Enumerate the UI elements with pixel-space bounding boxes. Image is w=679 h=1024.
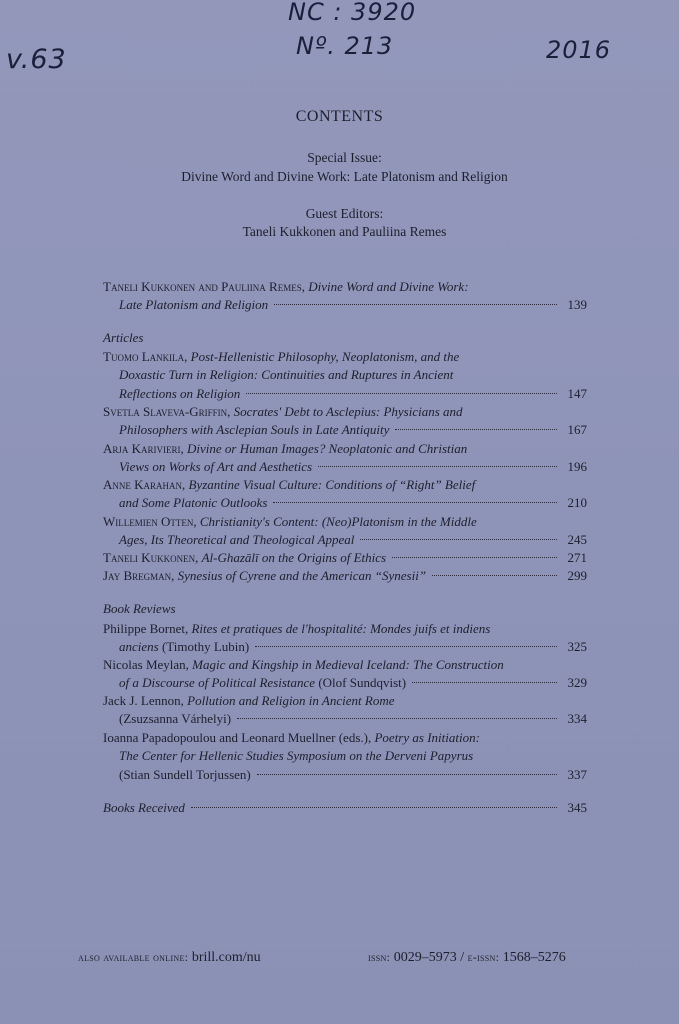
review-book-author: Philippe Bornet,	[103, 621, 189, 636]
guest-editors-label: Guest Editors:	[305, 206, 384, 221]
review-book-author: Nicolas Meylan,	[103, 657, 189, 672]
entry-title: Late Platonism and Religion	[119, 297, 269, 312]
articles-section-label: Articles	[103, 330, 144, 345]
dot-leader	[237, 718, 557, 719]
eissn-value: 1568–5276	[502, 950, 566, 965]
reviewer: (Zsuzsanna Várhelyi)	[119, 711, 232, 726]
page-number: 245	[567, 532, 587, 547]
entry-title: Philosophers with Asclepian Souls in Late Antiquity	[119, 422, 390, 437]
entry-title: Divine or Human Images? Neoplatonic and Christian	[187, 441, 468, 456]
entry-title: Ages, Its Theoretical and Theological Appeal	[119, 532, 355, 547]
dot-leader	[360, 539, 557, 540]
reviewer: (Olof Sundqvist)	[318, 675, 407, 690]
page-number: 147	[567, 386, 587, 401]
entry-title: and Some Platonic Outlooks	[119, 495, 268, 510]
entry-title: Doxastic Turn in Religion: Continuities and Ruptures in Ancient	[119, 367, 454, 382]
dot-leader	[395, 429, 557, 430]
handwritten-volume: v.63	[6, 44, 67, 75]
issn-label: issn:	[368, 950, 391, 964]
page-number: 139	[567, 297, 587, 312]
review-book-title: Rites et pratiques de l'hospitalité: Mondes juifs et indiens	[191, 621, 491, 636]
contents-heading: CONTENTS	[295, 108, 384, 125]
page-number: 334	[567, 711, 587, 726]
review-book-title: Pollution and Religion in Ancient Rome	[187, 693, 395, 708]
review-book-title: anciens	[119, 639, 159, 654]
entry-authors: Arja Karivieri,	[103, 441, 184, 456]
dot-leader	[274, 304, 557, 305]
eissn-label: e-issn:	[467, 950, 500, 964]
page-number: 337	[567, 767, 587, 782]
page-number: 345	[567, 800, 587, 815]
entry-authors: Jay Bregman,	[103, 568, 175, 583]
dot-leader	[255, 646, 557, 647]
books-received-label: Books Received	[103, 800, 185, 815]
entry-authors: Taneli Kukkonen and Pauliina Remes,	[103, 279, 305, 294]
entry-authors: Anne Karahan,	[103, 477, 186, 492]
handwritten-call-number: NC : 3920	[288, 0, 417, 26]
page-number: 299	[567, 568, 587, 583]
dot-leader	[273, 502, 557, 503]
page-number: 329	[567, 675, 587, 690]
review-book-title: Poetry as Initiation:	[374, 730, 480, 745]
review-book-author: Jack J. Lennon,	[103, 693, 184, 708]
page-number: 196	[567, 459, 587, 474]
entry-authors: Svetla Slaveva-Griffin,	[103, 404, 231, 419]
reviewer: (Stian Sundell Torjussen)	[119, 767, 251, 782]
entry-authors: Tuomo Lankila,	[103, 349, 188, 364]
online-label: also available online:	[78, 950, 189, 964]
entry-authors: Willemien Otten,	[103, 514, 197, 529]
guest-editors-names: Taneli Kukkonen and Pauliina Remes	[242, 224, 447, 239]
review-book-author: Ioanna Papadopoulou and Leonard Muellner (eds.),	[103, 730, 372, 745]
entry-title: Divine Word and Divine Work:	[308, 279, 469, 294]
entry-title: Socrates' Debt to Asclepius: Physicians and	[233, 404, 463, 419]
dot-leader	[246, 393, 557, 394]
dot-leader	[257, 774, 557, 775]
special-issue-title: Divine Word and Divine Work: Late Platonism and Religion	[181, 169, 508, 184]
dot-leader	[432, 575, 557, 576]
dot-leader	[191, 807, 557, 808]
entry-title: Synesius of Cyrene and the American “Synesii”	[177, 568, 427, 583]
page-number: 271	[567, 550, 587, 565]
book-reviews-section-label: Book Reviews	[103, 601, 176, 616]
dot-leader	[318, 466, 557, 467]
page-number: 210	[567, 495, 587, 510]
entry-authors: Taneli Kukkonen,	[103, 550, 199, 565]
footer	[78, 950, 618, 966]
entry-title: Christianity's Content: (Neo)Platonism in the Middle	[199, 514, 477, 529]
online-url: brill.com/nu	[191, 950, 261, 965]
handwritten-issue-number: Nº. 213	[296, 32, 394, 60]
review-book-title: Magic and Kingship in Medieval Iceland: The Construction	[192, 657, 504, 672]
issn-value: 0029–5973	[393, 950, 457, 965]
issn-block	[368, 950, 566, 966]
special-issue-label: Special Issue:	[307, 150, 382, 165]
page-number: 167	[567, 422, 587, 437]
dot-leader	[392, 557, 557, 558]
entry-title: Views on Works of Art and Aesthetics	[119, 459, 313, 474]
dot-leader	[412, 682, 557, 683]
reviewer: (Timothy Lubin)	[161, 639, 250, 654]
entry-title: Al-Ghazālī on the Origins of Ethics	[201, 550, 387, 565]
page-number: 325	[567, 639, 587, 654]
handwritten-year: 2016	[546, 36, 612, 64]
review-book-title: of a Discourse of Political Resistance	[119, 675, 316, 690]
review-book-title: The Center for Hellenic Studies Symposium on the Derveni Papyrus	[119, 748, 474, 763]
entry-title: Byzantine Visual Culture: Conditions of “Right” Belief	[188, 477, 476, 492]
entry-title: Post-Hellenistic Philosophy, Neoplatonism, and the	[190, 349, 460, 364]
issn-separator: /	[460, 950, 465, 965]
entry-title: Reflections on Religion	[119, 386, 241, 401]
